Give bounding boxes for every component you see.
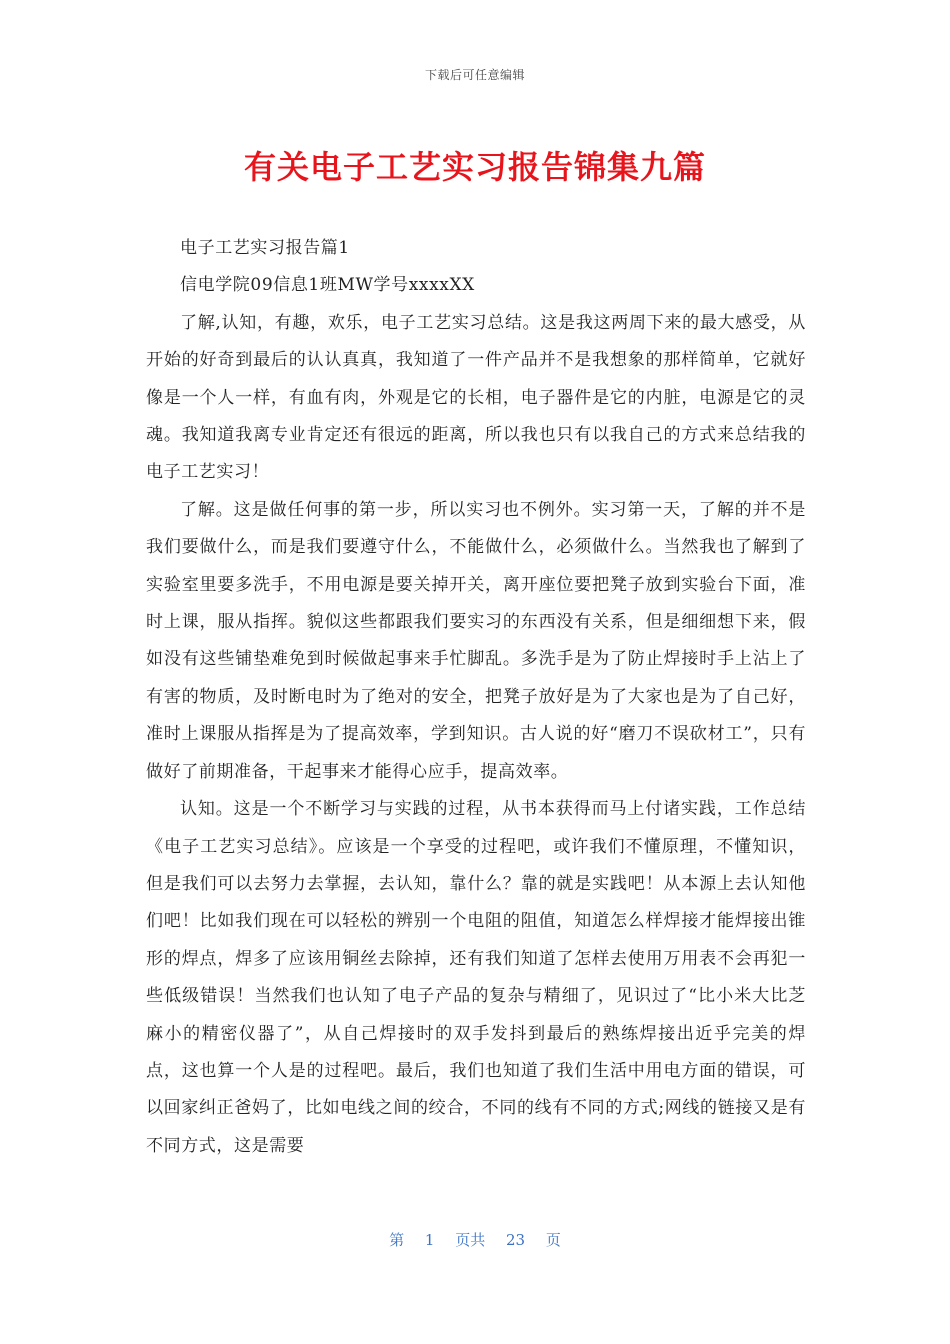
page-prefix: 第 bbox=[389, 1231, 405, 1249]
body-paragraph: 认知。这是一个不断学习与实践的过程，从书本获得而马上付诸实践，工作总结《电子工艺实习总结》。应该是一个享受的过程吧，或许我们不懂原理，不懂知识，但是我们可以去努力去掌握，去认知，靠什么？靠的就是实践吧！从本源上去认知他们吧！比如我们现在可以轻松的辨别一个电阻的阻值，知道怎么样焊接才能焊接出锥形的焊点，焊多了应该用铜丝去除掉，还有我们知道了怎样去使用万用表不会再犯一些低级错误！当然我们也认知了电子产品的复杂与精细了，见识过了“比小米大比芝麻小的精密仪器了”，从自己焊接时的双手发抖到最后的熟练焊接出近乎完美的焊点，这也算一个人是的过程吧。最后，我们也知道了我们生活中用电方面的错误，可以回家纠正爸妈了，比如电线之间的绞合，不同的线有不同的方式;网线的链接又是有不同方式，这是需要 bbox=[146, 799, 806, 1156]
body-paragraph: 了解。这是做任何事的第一步，所以实习也不例外。实习第一天，了解的并不是我们要做什么，而是我们要遵守什么，不能做什么，必须做什么。当然我也了解到了实验室里要多洗手，不用电源是要关掉开关，离开座位要把凳子放到实验台下面，准时上课，服从指挥。貌似这些都跟我们要实习的东西没有关系，但是细细想下来，假如没有这些铺垫难免到时候做起事来手忙脚乱。多洗手是为了防止焊接时手上沾上了有害的物质，及时断电时为了绝对的安全，把凳子放好是为了大家也是为了自己好，准时上课服从指挥是为了提高效率，学到知识。古人说的好“磨刀不误砍材工”，只有做好了前期准备，干起事来才能得心应手，提高效率。 bbox=[146, 499, 806, 782]
body-paragraph: 了解,认知，有趣，欢乐，电子工艺实习总结。这是我这两周下来的最大感受，从开始的好奇到最后的认认真真，我知道了一件产品并不是我想象的那样简单，它就好像是一个人一样，有血有肉，外观是它的长相，电子器件是它的内脏，电源是它的灵魂。我知道我离专业肯定还有很远的距离，所以我也只有以我自己的方式来总结我的电子工艺实习！ bbox=[146, 312, 806, 483]
page-total: 23 bbox=[506, 1231, 526, 1249]
author-info: 信电学院09信息1班MW学号xxxxXX bbox=[180, 275, 475, 296]
page-number: 1 bbox=[424, 1231, 435, 1249]
page-suffix: 页 bbox=[545, 1231, 561, 1249]
document-body bbox=[146, 230, 806, 1165]
page-footer bbox=[0, 1229, 950, 1250]
document-title: 有关电子工艺实习报告锦集九篇 bbox=[243, 148, 706, 186]
page-mid: 页共 bbox=[455, 1231, 486, 1249]
page-header-note: 下载后可任意编辑 bbox=[424, 68, 525, 82]
section-heading: 电子工艺实习报告篇1 bbox=[180, 238, 350, 258]
